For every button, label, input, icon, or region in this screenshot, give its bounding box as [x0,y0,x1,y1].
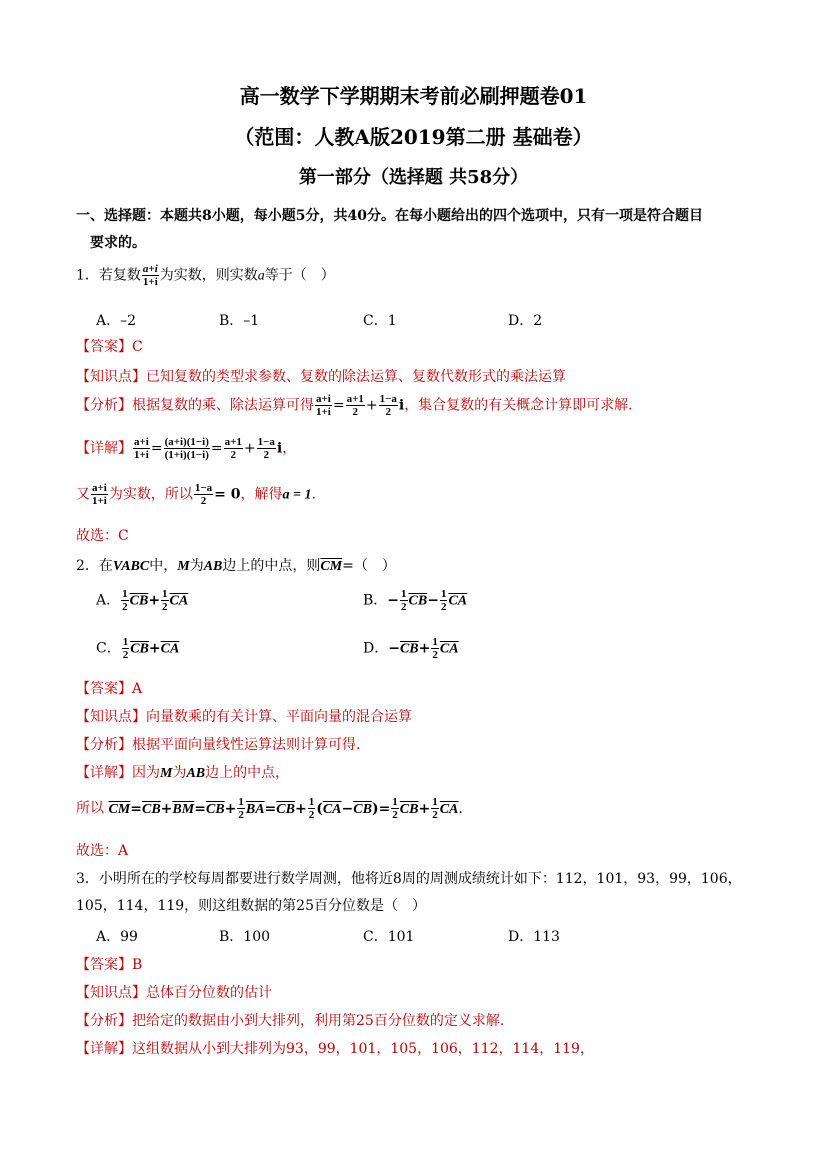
frac-den: 2 [308,809,315,821]
q2-option-b: B．− $\frac{1}{2}$ $\overline{CB}-$ $\frac{1}{2}$ $\overline{CA}$ [363,588,468,613]
option-letter: A． [96,592,121,609]
q1-again-solve: ，解得 [240,486,283,503]
eq-zero: = 0 [214,486,241,503]
q1-analysis-frac-2 [346,393,365,418]
frac-den: 2 [238,809,244,821]
period: . [311,486,316,503]
detail-label: 【详解】 [76,765,132,781]
q1-detail-frac-2 [164,436,210,461]
q3-option-a: A．99 [96,929,138,945]
q2-knowledge [76,706,412,726]
frac-num: 1−a [257,436,275,448]
q3-detail [76,1038,594,1058]
half [431,796,439,821]
vector-cb: $\overline{CB}$ [399,801,419,817]
half [391,796,399,821]
half [431,636,439,661]
q2-final: 故选：A [76,843,129,859]
page-subtitle: （范围：人教A版2019第二册 基础卷） [234,125,593,149]
q2-detail-2: 所以 $\overline{CM}=\overline{CB}+\overline{BM}=\overline{CB}+$ $\frac{1}{2}$ $\overline{BA}=\overline{CB}+$ $\frac{1}{2}$ $(\overline{CA}-\overline{CB})=$ $\frac{1}{2}$ $\overline{CB}+$ $\frac{1}{2}$ $\overline{CA}$. [76,796,463,821]
q2-so: 所以 [76,800,104,817]
vector-cm: $\overline{CM}$ [108,801,131,817]
half [121,588,129,613]
vector-ca: $\overline{CA}$ [322,801,342,817]
q2-stem-e: =（ ） [342,558,396,574]
q2-detail-c: 边上的中点， [205,765,290,781]
q1-answer [76,336,143,356]
q2-option-a: A． $\frac{1}{2}$ $\overline{CB}+$ $\frac{1}{2}$ $\overline{CA}$ [96,588,189,613]
q2-option-d: D．$-\overline{CB}+$ $\frac{1}{2}$ $\overline{CA}$ [363,636,459,661]
page-title: 高一数学下学期期末考前必刷押题卷01 [239,84,588,108]
plus-sign: + [365,397,378,414]
q2-analysis [76,734,360,754]
q2-stem-d: 边上的中点，则 [222,558,321,574]
q1-answer-value: C [132,339,143,355]
frac-den: 2 [200,495,207,507]
frac-num: 1 [122,588,128,600]
frac-den: 2 [230,449,236,461]
q1-again-frac-1 [91,482,108,507]
q1-stem-middle: 为实数，则实数 [159,267,258,284]
q2-detail-b: 为 [172,765,187,781]
option-letter: B． [363,592,388,609]
q2-vector-cm: $\overline{CM}$ [320,559,343,574]
frac-den: 2 [432,649,438,661]
q1-knowledge-text: 已知复数的类型求参数、复数的除法运算、复数代数形式的乘法运算 [146,369,566,385]
comma: ， [282,440,297,457]
answer-label: 【答案】 [76,339,132,355]
frac-den: 2 [432,809,438,821]
q1-fraction-denominator: 1+i [142,276,158,288]
q1-option-a: A．–2 [96,313,137,329]
q3-option-d: D．113 [508,929,560,945]
q2-stem [76,555,396,575]
q2-analysis-text: 根据平面向量线性运算法则计算可得. [132,737,361,753]
analysis-label: 【分析】 [76,737,132,753]
eq-sign: = [332,397,345,414]
knowledge-label: 【知识点】 [76,709,146,725]
q1-detail [76,436,296,461]
section-instructions-line1: 一、选择题：本题共8小题，每小题5分，共40分。在每小题给出的四个选项中，只有一项是符合题目 [76,208,703,224]
frac-den: 2 [392,809,398,821]
q1-stem-prefix: 1．若复数 [76,267,141,284]
q1-fraction [142,263,159,288]
frac-num: 1 [401,588,407,600]
q1-again-prefix: 又 [76,486,90,503]
frac-num: a+i [92,482,107,494]
q2-knowledge-text: 向量数乘的有关计算、平面向量的混合运算 [146,709,412,725]
q1-detail-frac-3 [224,436,243,461]
half [440,588,448,613]
frac-den: 2 [162,601,168,613]
answer-label: 【答案】 [76,681,132,697]
q1-detail-frac-1 [133,436,150,461]
q1-analysis-tail: ，集合复数的有关概念计算即可求解. [404,397,633,414]
q2-segment-ab: AB [203,559,223,574]
q3-stem-line1: 3．小明所在的学校每周都要进行数学周测，他将近8周的周测成绩统计如下：112，101，93，99，106， [76,871,742,887]
q1-again-frac-2 [194,482,213,507]
frac-den: 2 [385,406,391,418]
frac-num: 1 [432,636,438,648]
half [122,636,130,661]
frac-num: 1 [122,636,129,648]
option-letter: D． [363,640,389,657]
vector-cb: $\overline{CB}$ [130,641,149,657]
q2-triangle: VABC [112,559,150,574]
half [237,796,245,821]
q1-stem [76,263,335,288]
frac-num: a+i [134,436,149,448]
frac-num: 1 [238,796,244,808]
frac-num: a+i [316,393,331,405]
q1-variable: a [257,268,265,284]
q3-option-c: C．101 [363,929,415,945]
frac-den: 2 [122,601,128,613]
frac-num: a+1 [346,393,364,405]
frac-den: 2 [352,406,358,418]
detail-label: 【详解】 [76,1041,132,1057]
option-letter: C． [96,640,121,657]
q3-stem-line2: 105，114，119，则这组数据的第25百分位数是（ ） [76,898,426,914]
part-heading: 第一部分（选择题 共58分） [298,167,529,188]
frac-den: 1+i [92,495,107,507]
frac-num: 1−a [379,393,397,405]
vector-bm: $\overline{BM}$ [172,801,195,817]
detail-label: 【详解】 [76,440,132,457]
q1-analysis-frac-3 [379,393,398,418]
q1-final: 故选：C [76,528,129,544]
q2-point-m: M [177,559,190,574]
frac-den: 2 [122,649,129,661]
q1-analysis-text: 根据复数的乘、除法运算可得 [132,397,314,414]
q3-detail-text: 这组数据从小到大排列为93，99，101，105，106，112，114，119， [132,1041,594,1057]
imag-unit: i [276,440,283,457]
q1-knowledge [76,366,566,386]
vector-ba: $\overline{BA}$ [245,801,265,817]
q2-stem-c: 为 [189,558,204,574]
vector-ca: $\overline{CA}$ [169,593,189,609]
frac-den: 2 [440,601,447,613]
vector-ca: $\overline{CA}$ [439,801,459,817]
q3-analysis-text: 把给定的数据由小到大排列，利用第25百分位数的定义求解. [132,1013,505,1029]
frac-num: 1 [432,796,438,808]
frac-num: 1 [440,588,447,600]
vector-ca: $\overline{CA}$ [160,641,180,657]
vector-cb: $\overline{CB}$ [205,801,225,817]
answer-label: 【答案】 [76,957,132,973]
frac-num: 1 [308,796,315,808]
eq-sign: = [210,440,223,457]
knowledge-label: 【知识点】 [76,369,146,385]
q2-stem-prefix: 2．在 [76,558,113,574]
vector-cb: $\overline{CB}$ [353,801,372,817]
frac-den: 1+i [134,449,149,461]
half [400,588,408,613]
q2-answer [76,678,142,698]
q3-knowledge-text: 总体百分位数的估计 [146,985,272,1001]
q3-option-b: B．100 [219,929,271,945]
q2-answer-value: A [132,681,143,697]
plus-sign: + [243,440,256,457]
q1-option-d: D．2 [508,313,543,329]
frac-num: (a+i)(1−i) [164,436,209,448]
q1-analysis [76,393,633,418]
q2-detail [76,762,289,782]
frac-num: 1−a [194,482,213,494]
frac-den: 2 [263,449,270,461]
eq-sign: = [150,440,163,457]
q1-option-b: B．–1 [219,313,260,329]
q2-option-c: C． $\frac{1}{2}$ $\overline{CB}+\overline{CA}$ [96,636,180,661]
frac-num: 1 [162,588,168,600]
q3-answer [76,954,142,974]
frac-den: 1+i [316,406,331,418]
section-instructions-line2: 要求的。 [90,235,146,251]
frac-num: 1 [392,796,398,808]
imag-unit: i [398,397,405,414]
vector-cb: $\overline{CB}$ [141,801,161,817]
q1-detail-2 [76,482,316,507]
q2-segment-ab: AB [186,766,206,781]
q3-analysis [76,1010,504,1030]
frac-den: 2 [401,601,407,613]
vector-cb: $\overline{CB}$ [399,641,419,657]
knowledge-label: 【知识点】 [76,985,146,1001]
q1-solution: a = 1 [282,487,312,503]
q3-knowledge [76,982,272,1002]
q1-again-middle: 为实数，所以 [108,486,193,503]
q1-fraction-numerator: a+i [142,263,158,275]
analysis-label: 【分析】 [76,1013,132,1029]
q1-stem-suffix: 等于（ ） [264,267,335,284]
q2-point-m: M [160,766,173,781]
q3-answer-value: B [132,957,143,973]
q2-stem-b: 中， [149,558,178,574]
frac-num: a+1 [224,436,242,448]
analysis-label: 【分析】 [76,397,132,414]
vector-cb: $\overline{CB}$ [276,801,295,817]
vector-cb: $\overline{CB}$ [129,593,149,609]
q2-detail-a: 因为 [132,765,160,781]
q1-option-c: C．1 [363,313,397,329]
vector-ca: $\overline{CA}$ [448,593,468,609]
vector-cb: $\overline{CB}$ [408,593,428,609]
half [308,796,316,821]
q1-analysis-frac-1 [315,393,332,418]
vector-ca: $\overline{CA}$ [439,641,459,657]
q1-detail-frac-4 [257,436,276,461]
half [161,588,169,613]
frac-den: (1+i)(1−i) [164,449,209,461]
